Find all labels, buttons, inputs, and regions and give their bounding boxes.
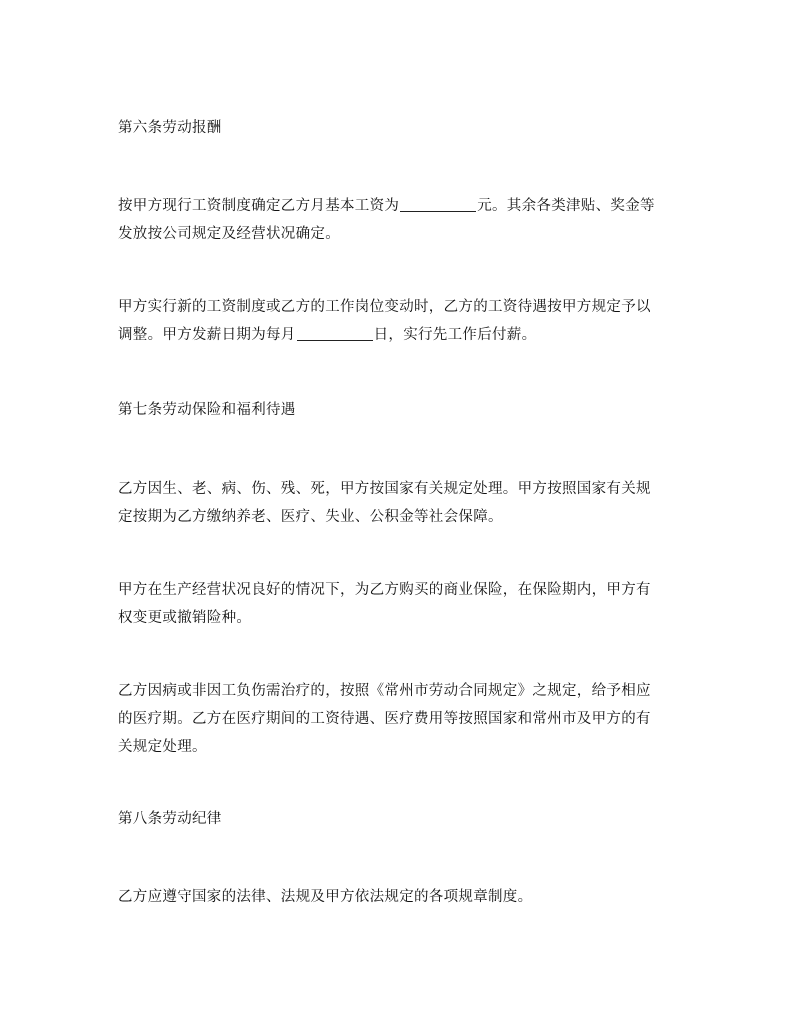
payday-blank-field [297, 326, 373, 341]
paragraph-line: 的医疗期。乙方在医疗期间的工资待遇、医疗费用等按照国家和常州市及甲方的有 [118, 711, 651, 727]
paragraph-line: 乙方因病或非因工负伤需治疗的，按照《常州市劳动合同规定》之规定，给予相应 [118, 683, 651, 699]
paragraph-line: 乙方因生、老、病、伤、残、死，甲方按国家有关规定处理。甲方按照国家有关规 [118, 481, 651, 497]
text-segment: 日，实行先工作后付薪。 [373, 327, 537, 343]
salary-blank-field [400, 197, 476, 212]
paragraph-line: 甲方在生产经营状况良好的情况下，为乙方购买的商业保险，在保险期内，甲方有 [118, 582, 651, 598]
paragraph-line [118, 192, 690, 220]
heading-text: 第六条劳动报酬 [118, 120, 222, 136]
paragraph-social-insurance [118, 475, 690, 531]
section-heading-8 [118, 805, 690, 833]
paragraph-line: 权变更或撤销险种。 [118, 610, 252, 626]
paragraph-base-salary [118, 192, 690, 248]
paragraph-line: 甲方实行新的工资制度或乙方的工作岗位变动时，乙方的工资待遇按甲方规定予以 [118, 299, 651, 315]
heading-text: 第八条劳动纪律 [118, 811, 222, 827]
paragraph-line: 关规定处理。 [118, 739, 207, 755]
paragraph-line: 乙方应遵守国家的法律、法规及甲方依法规定的各项规章制度。 [118, 889, 533, 905]
paragraph-line: 发放按公司规定及经营状况确定。 [118, 226, 340, 242]
heading-text: 第七条劳动保险和福利待遇 [118, 402, 296, 418]
paragraph-pay-adjustment [118, 293, 690, 349]
paragraph-medical-leave [118, 677, 690, 761]
text-segment: 元。其余各类津贴、奖金等 [477, 198, 655, 214]
text-segment: 调整。甲方发薪日期为每月 [118, 327, 296, 343]
paragraph-line [118, 321, 690, 349]
text-segment: 按甲方现行工资制度确定乙方月基本工资为 [118, 198, 400, 214]
paragraph-labor-discipline [118, 883, 690, 911]
section-heading-6 [118, 114, 690, 142]
paragraph-commercial-insurance [118, 576, 690, 632]
section-heading-7 [118, 396, 690, 424]
paragraph-line: 定按期为乙方缴纳养老、医疗、失业、公积金等社会保障。 [118, 509, 503, 525]
